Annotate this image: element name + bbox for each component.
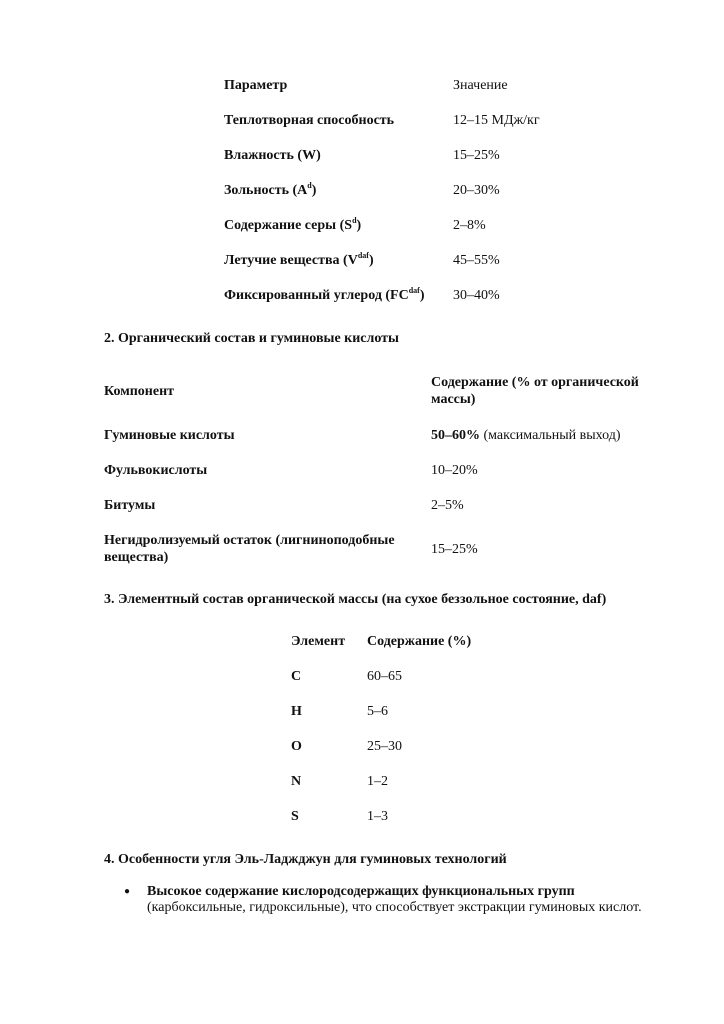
content-cell: 25–30 <box>367 739 402 754</box>
content-cell: 1–3 <box>367 809 388 824</box>
param-cell: Летучие вещества $(V^{daf})$ <box>224 251 374 268</box>
value-cell: 2–8% <box>453 218 486 233</box>
param-cell: Теплотворная способность <box>224 113 395 128</box>
element-cell: C <box>291 669 302 684</box>
section-2-heading: 2. Органический состав и гуминовые кислоты <box>104 331 399 346</box>
value-cell: 45–55% <box>453 253 500 268</box>
element-cell: H <box>291 704 302 719</box>
table-row <box>291 774 491 809</box>
param-cell: Зольность $(A^d)$ <box>224 181 317 198</box>
content-cell: 50–60% (максимальный выход) <box>431 428 621 443</box>
header-component: Компонент <box>104 384 175 399</box>
component-cell: Гуминовые кислоты <box>104 428 235 443</box>
content-cell: 2–5% <box>431 498 464 513</box>
content-cell: 10–20% <box>431 463 478 478</box>
component-cell: Фульвокислоты <box>104 463 208 478</box>
content-cell: 60–65 <box>367 669 402 684</box>
value-cell: 20–30% <box>453 183 500 198</box>
param-cell: Влажность (W) <box>224 148 321 163</box>
content-cell: 5–6 <box>367 704 388 719</box>
component-cell: Негидролизуемый остаток (лигниноподобные вещества) <box>104 533 395 565</box>
table-header-row <box>291 634 491 669</box>
element-cell: N <box>291 774 302 789</box>
header-param: Параметр <box>224 78 288 93</box>
table-row <box>291 809 491 844</box>
section-3-heading: 3. Элементный состав органической массы (на сухое беззольное состояние, daf) <box>104 592 607 607</box>
table-row <box>224 288 584 323</box>
value-cell: 12–15 МДж/кг <box>453 113 540 128</box>
content-cell: 1–2 <box>367 774 388 789</box>
value-cell: 15–25% <box>453 148 500 163</box>
table-row <box>291 704 491 739</box>
header-content: Содержание (% от органической массы) <box>431 375 639 407</box>
table-row <box>291 739 491 774</box>
header-value: Значение <box>453 78 508 93</box>
component-cell: Битумы <box>104 498 156 513</box>
table-row <box>224 183 584 218</box>
elements-table <box>291 634 491 844</box>
table-row <box>291 669 491 704</box>
element-cell: O <box>291 739 302 754</box>
header-element: Элемент <box>291 634 346 649</box>
param-cell: Содержание серы $(S^d)$ <box>224 216 362 233</box>
bullet-icon: ● <box>124 886 131 897</box>
content-cell: 15–25% <box>431 542 478 557</box>
table-row <box>224 148 584 183</box>
header-content: Содержание (%) <box>367 634 472 649</box>
table-row <box>224 218 584 253</box>
table-header-row <box>224 78 584 113</box>
list-item: Высокое содержание кислородсодержащих функциональных групп (карбоксильные, гидроксильные), что способствует экстракции гуминовых кислот. <box>147 884 642 915</box>
section-4-heading: 4. Особенности угля Эль-Ладжджун для гуминовых технологий <box>104 852 507 867</box>
value-cell: 30–40% <box>453 288 500 303</box>
parameters-table <box>224 78 584 323</box>
element-cell: S <box>291 809 299 824</box>
param-cell: Фиксированный углерод $(FC^{daf})$ <box>224 286 425 303</box>
table-row <box>224 253 584 288</box>
table-row <box>224 113 584 148</box>
